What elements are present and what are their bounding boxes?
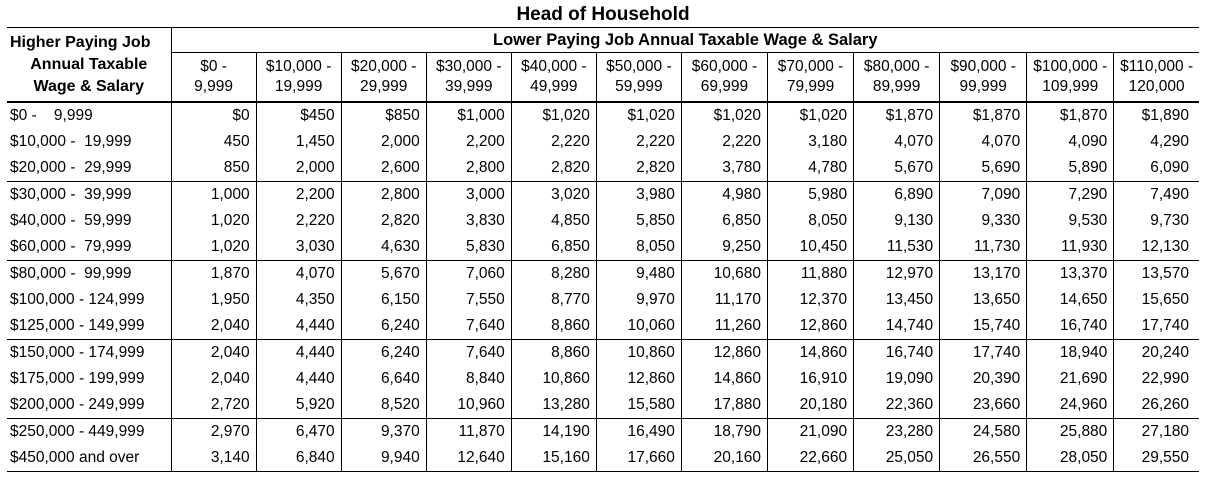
row-label: $0 - 9,999	[7, 102, 171, 129]
row-label: $40,000 - 59,999	[7, 208, 171, 234]
table-cell: 4,070	[854, 129, 940, 155]
table-cell: 6,640	[341, 366, 426, 392]
table-cell: 8,840	[426, 366, 511, 392]
table-cell: 7,640	[426, 340, 511, 367]
table-cell: 18,940	[1027, 340, 1114, 367]
table-cell: 11,170	[681, 287, 767, 313]
table-cell: 23,280	[854, 419, 940, 446]
row-label: $10,000 - 19,999	[7, 129, 171, 155]
table-cell: 11,730	[940, 234, 1027, 261]
table-cell: 9,330	[940, 208, 1027, 234]
table-cell: 14,190	[511, 419, 596, 446]
table-cell: 9,250	[681, 234, 767, 261]
table-cell: 9,530	[1027, 208, 1114, 234]
table-cell: 1,020	[171, 234, 256, 261]
row-label: $20,000 - 29,999	[7, 155, 171, 182]
table-cell: 10,450	[768, 234, 854, 261]
row-header-line-3: Wage & Salary	[33, 77, 145, 95]
table-cell: 11,870	[426, 419, 511, 446]
table-cell: 4,780	[768, 155, 854, 182]
table-cell: 10,860	[511, 366, 596, 392]
table-cell: 7,550	[426, 287, 511, 313]
table-cell: 6,240	[341, 313, 426, 340]
table-cell: 12,860	[681, 340, 767, 367]
table-cell: 20,180	[768, 392, 854, 419]
head-of-household-table	[7, 3, 1199, 472]
table-cell: 17,660	[596, 445, 681, 472]
table-cell: $0	[171, 102, 256, 129]
table-cell: 6,850	[681, 208, 767, 234]
table-cell: 28,050	[1027, 445, 1114, 472]
table-cell: 4,980	[681, 182, 767, 209]
column-header-line: 89,999	[872, 78, 921, 95]
table-cell: 2,220	[596, 129, 681, 155]
table-cell: 8,860	[511, 313, 596, 340]
column-header-line: $0 -	[200, 58, 227, 75]
column-header	[1027, 53, 1114, 103]
table-title: Head of Household	[7, 3, 1199, 28]
table-cell: 13,170	[940, 261, 1027, 288]
column-header	[854, 53, 940, 103]
row-label: $80,000 - 99,999	[7, 261, 171, 288]
table-cell: 23,660	[940, 392, 1027, 419]
table-cell: 1,450	[256, 129, 341, 155]
table-cell: 2,800	[341, 182, 426, 209]
table-cell: 3,000	[426, 182, 511, 209]
table-cell: 3,030	[256, 234, 341, 261]
table-cell: 5,920	[256, 392, 341, 419]
table-cell: 6,150	[341, 287, 426, 313]
table-cell: 4,850	[511, 208, 596, 234]
table-cell: 11,930	[1027, 234, 1114, 261]
table-cell: 13,650	[940, 287, 1027, 313]
table-cell: 15,650	[1141, 291, 1189, 308]
table-cell: $1,020	[768, 102, 854, 129]
table-cell: 14,860	[768, 340, 854, 367]
table-cell: 16,740	[1027, 313, 1114, 340]
table-cell: 8,050	[596, 234, 681, 261]
table-cell: 4,440	[256, 313, 341, 340]
table-cell: 9,130	[854, 208, 940, 234]
table-cell: $1,000	[426, 102, 511, 129]
table-cell: 15,740	[940, 313, 1027, 340]
row-label: $30,000 - 39,999	[7, 182, 171, 209]
table-cell: 3,980	[596, 182, 681, 209]
table-cell: 6,240	[341, 340, 426, 367]
column-header-line: $100,000 -	[1033, 58, 1108, 75]
table-row	[7, 287, 1199, 313]
table-cell: $850	[341, 102, 426, 129]
table-cell: 17,740	[940, 340, 1027, 367]
table-cell: $1,020	[596, 102, 681, 129]
row-label: $60,000 - 79,999	[7, 234, 171, 261]
table-cell: 10,680	[681, 261, 767, 288]
table-row	[7, 419, 1199, 446]
table-cell: 2,600	[341, 155, 426, 182]
column-header	[768, 53, 854, 103]
row-label: $100,000 - 124,999	[7, 287, 171, 313]
table-cell: 24,580	[940, 419, 1027, 446]
table-cell: 1,020	[171, 208, 256, 234]
table-cell: $1,020	[681, 102, 767, 129]
table-cell: 9,370	[341, 419, 426, 446]
table-cell: 20,240	[1141, 344, 1189, 361]
column-header	[940, 53, 1027, 103]
table-cell: 22,990	[1141, 370, 1189, 387]
table-cell: 13,370	[1027, 261, 1114, 288]
column-header-line: 9,999	[194, 78, 233, 95]
table-cell: 9,940	[341, 445, 426, 472]
column-header-line: $50,000 -	[606, 58, 672, 75]
table-cell: 13,280	[511, 392, 596, 419]
row-label: $200,000 - 249,999	[7, 392, 171, 419]
column-header-line: $60,000 -	[691, 58, 758, 75]
table-cell: 3,830	[426, 208, 511, 234]
table-cell: 8,860	[511, 340, 596, 367]
table-cell: 2,820	[511, 155, 596, 182]
table-cell: 2,800	[426, 155, 511, 182]
column-header-line: 79,999	[786, 78, 835, 95]
table-cell: $1,020	[511, 102, 596, 129]
table-cell: 7,490	[1150, 186, 1189, 203]
table-cell: 13,450	[854, 287, 940, 313]
table-cell: $450	[256, 102, 341, 129]
column-header-line: 109,999	[1042, 78, 1099, 95]
table-cell: 17,740	[1114, 313, 1199, 340]
table-cell: 4,350	[256, 287, 341, 313]
row-header	[7, 28, 171, 103]
table-cell: 9,730	[1150, 212, 1189, 229]
table-cell: 14,650	[1027, 287, 1114, 313]
row-header-line-1: Higher Paying Job	[10, 33, 151, 51]
table-cell: 2,200	[426, 129, 511, 155]
table-cell: 9,970	[596, 287, 681, 313]
table-cell: 15,160	[511, 445, 596, 472]
column-header	[426, 53, 511, 103]
table-cell: 27,180	[1141, 423, 1189, 440]
column-header-line: $10,000 -	[265, 58, 332, 75]
table-cell: 3,780	[681, 155, 767, 182]
table-cell: 6,470	[256, 419, 341, 446]
table-cell: 8,280	[511, 261, 596, 288]
table-cell: 12,370	[768, 287, 854, 313]
column-header-line: $70,000 -	[777, 58, 844, 75]
table-cell: 1,950	[171, 287, 256, 313]
table-cell: 26,260	[1114, 392, 1199, 419]
row-label: $250,000 - 449,999	[7, 419, 171, 446]
column-header-line: $80,000 -	[863, 58, 930, 75]
table-cell: 21,090	[768, 419, 854, 446]
table-cell: 25,880	[1027, 419, 1114, 446]
table-row	[7, 102, 1199, 129]
table-cell: 7,290	[1027, 182, 1114, 209]
table-cell: 12,130	[1114, 234, 1199, 261]
table-cell: $1,870	[940, 102, 1027, 129]
column-header-line: $90,000 -	[950, 58, 1016, 75]
table-row	[7, 445, 1199, 472]
table-cell: 8,520	[341, 392, 426, 419]
column-header	[1114, 53, 1199, 103]
column-header-line: 59,999	[615, 78, 663, 95]
table-cell: 1,870	[171, 261, 256, 288]
table-cell: 6,850	[511, 234, 596, 261]
table-cell: 4,440	[256, 340, 341, 367]
table-cell: 25,050	[854, 445, 940, 472]
table-cell: 16,910	[768, 366, 854, 392]
table-cell: 2,220	[681, 129, 767, 155]
table-cell: 10,960	[426, 392, 511, 419]
table-cell: 3,180	[768, 129, 854, 155]
column-header-line: 29,999	[359, 78, 408, 95]
table-cell: $1,890	[1141, 107, 1189, 124]
table-row	[7, 366, 1199, 392]
table-cell: 14,860	[681, 366, 767, 392]
table-cell: 9,480	[596, 261, 681, 288]
table-cell: 29,550	[1114, 445, 1199, 472]
table-cell: 5,890	[1027, 155, 1114, 182]
column-group-header: Lower Paying Job Annual Taxable Wage & Salary	[171, 28, 1199, 53]
table-cell: 4,290	[1150, 133, 1189, 150]
table-cell: $1,870	[854, 102, 940, 129]
column-header-line: 39,999	[445, 78, 493, 95]
table-cell: 11,260	[681, 313, 767, 340]
table-cell: 12,860	[596, 366, 681, 392]
table-cell: 12,640	[426, 445, 511, 472]
table-row	[7, 392, 1199, 419]
table-row	[7, 129, 1199, 155]
table-cell: 7,090	[940, 182, 1027, 209]
table-cell: 12,860	[768, 313, 854, 340]
table-cell: 14,740	[854, 313, 940, 340]
table-cell: 1,000	[171, 182, 256, 209]
table-cell: 20,390	[940, 366, 1027, 392]
column-header-line: 49,999	[530, 78, 578, 95]
table-row	[7, 182, 1199, 209]
table-cell: $1,870	[1027, 102, 1114, 129]
column-header	[256, 53, 341, 103]
table-cell: 7,060	[426, 261, 511, 288]
table-cell: 8,770	[511, 287, 596, 313]
table-cell: 6,090	[1114, 155, 1199, 182]
table-cell: 24,960	[1027, 392, 1114, 419]
table-cell: 3,140	[171, 445, 256, 472]
table-cell: 2,970	[171, 419, 256, 446]
table-cell: 2,720	[171, 392, 256, 419]
table-cell: 15,580	[596, 392, 681, 419]
table-row	[7, 155, 1199, 182]
table-cell: 2,200	[256, 182, 341, 209]
table-cell: 13,570	[1141, 265, 1189, 282]
table-cell: 2,820	[596, 155, 681, 182]
table-cell: 12,970	[854, 261, 940, 288]
table-cell: 450	[171, 129, 256, 155]
table-cell: 5,670	[854, 155, 940, 182]
column-header	[681, 53, 767, 103]
table-cell: 2,000	[256, 155, 341, 182]
row-label: $125,000 - 149,999	[7, 313, 171, 340]
column-header-line: 120,000	[1128, 78, 1185, 95]
table-cell: 8,050	[768, 208, 854, 234]
table-cell: 5,850	[596, 208, 681, 234]
table-cell: 4,070	[940, 129, 1027, 155]
table-cell: 6,840	[256, 445, 341, 472]
column-header-line: $110,000 -	[1120, 58, 1194, 75]
column-header	[171, 53, 256, 103]
table-cell: 11,880	[768, 261, 854, 288]
column-header-line: 69,999	[700, 78, 749, 95]
table-row	[7, 313, 1199, 340]
table-cell: 2,040	[171, 340, 256, 367]
table-row	[7, 208, 1199, 234]
table-cell: 5,830	[426, 234, 511, 261]
column-header-line: $40,000 -	[521, 58, 587, 75]
table-cell: 6,890	[854, 182, 940, 209]
table-cell: 4,090	[1027, 129, 1114, 155]
table-cell: 16,740	[854, 340, 940, 367]
table-cell: 2,820	[341, 208, 426, 234]
table-cell: 10,860	[596, 340, 681, 367]
table-cell: 21,690	[1027, 366, 1114, 392]
table-row	[7, 261, 1199, 288]
table-cell: 10,060	[596, 313, 681, 340]
column-header	[341, 53, 426, 103]
table-row	[7, 234, 1199, 261]
table-cell: 26,550	[940, 445, 1027, 472]
tax-table-container	[7, 3, 1199, 472]
table-cell: 5,670	[341, 261, 426, 288]
table-cell: 22,660	[768, 445, 854, 472]
table-cell: 4,630	[341, 234, 426, 261]
table-cell: 18,790	[681, 419, 767, 446]
table-cell: 11,530	[854, 234, 940, 261]
table-cell: 17,880	[681, 392, 767, 419]
table-cell: 5,980	[768, 182, 854, 209]
column-header-line: $20,000 -	[350, 58, 417, 75]
table-cell: 4,070	[256, 261, 341, 288]
row-label: $450,000 and over	[7, 445, 171, 472]
table-cell: 20,160	[681, 445, 767, 472]
table-cell: 19,090	[854, 366, 940, 392]
table-cell: 3,020	[511, 182, 596, 209]
table-cell: 22,360	[854, 392, 940, 419]
table-cell: 4,440	[256, 366, 341, 392]
row-label: $150,000 - 174,999	[7, 340, 171, 367]
column-header-line: 99,999	[959, 78, 1007, 95]
table-cell: 2,220	[511, 129, 596, 155]
column-header-line: $30,000 -	[436, 58, 502, 75]
table-cell: 2,000	[341, 129, 426, 155]
table-cell: 7,640	[426, 313, 511, 340]
table-cell: 850	[171, 155, 256, 182]
table-cell: 16,490	[596, 419, 681, 446]
column-header	[511, 53, 596, 103]
table-row	[7, 340, 1199, 367]
table-cell: 2,040	[171, 313, 256, 340]
table-cell: 5,690	[940, 155, 1027, 182]
row-header-line-2: Annual Taxable	[30, 55, 148, 73]
row-label: $175,000 - 199,999	[7, 366, 171, 392]
table-cell: 2,220	[256, 208, 341, 234]
table-cell: 2,040	[171, 366, 256, 392]
column-header	[596, 53, 681, 103]
column-header-line: 19,999	[274, 78, 323, 95]
